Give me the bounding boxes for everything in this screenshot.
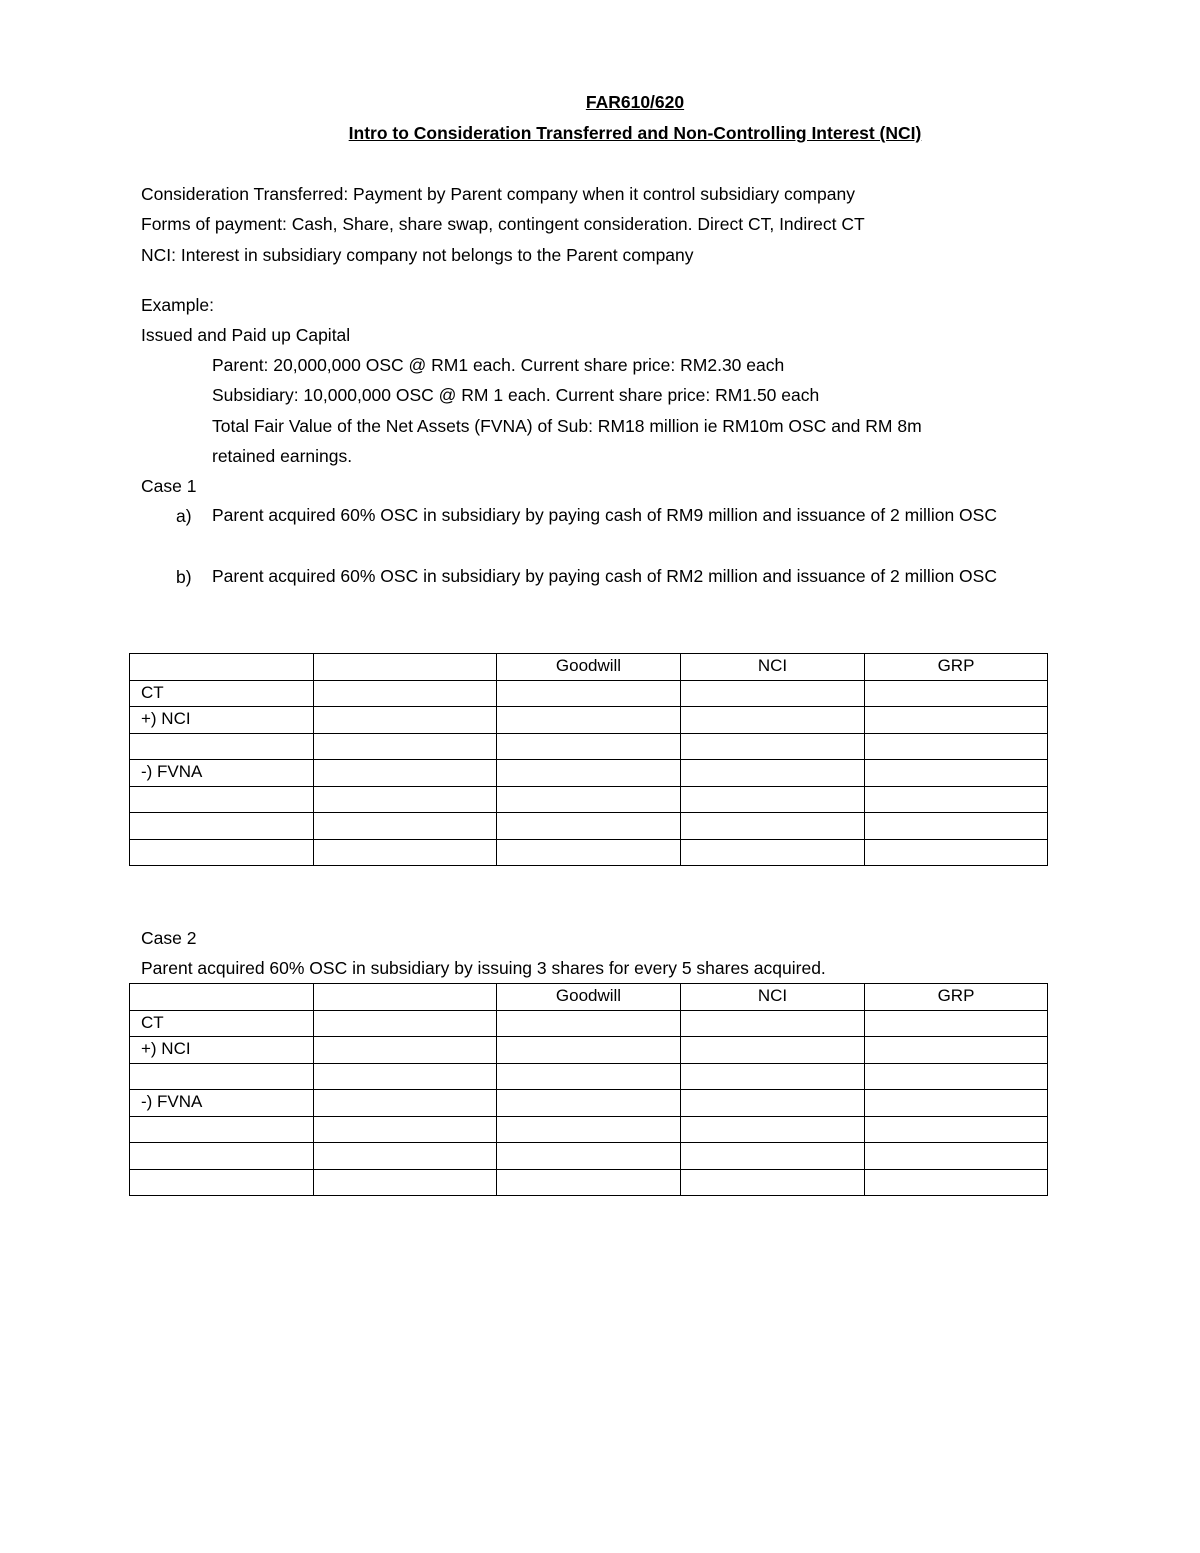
table-row — [130, 1063, 1048, 1090]
row-label-blank — [130, 1143, 314, 1170]
table-cell — [865, 1010, 1048, 1037]
table-cell — [865, 1169, 1048, 1196]
table-cell — [865, 1143, 1048, 1170]
table-cell — [314, 1169, 497, 1196]
header-grp: GRP — [865, 654, 1048, 681]
table-cell — [497, 707, 681, 734]
table-cell — [314, 733, 497, 760]
header-cell — [314, 984, 497, 1011]
table-row — [130, 1090, 1048, 1117]
row-label-blank — [130, 786, 314, 813]
table-row — [130, 813, 1048, 840]
header-nci: NCI — [681, 984, 865, 1011]
header-cell — [130, 984, 314, 1011]
table-cell — [865, 760, 1048, 787]
table-cell — [681, 1010, 865, 1037]
example-label: Example: — [141, 295, 214, 315]
table-row — [130, 1169, 1048, 1196]
table-cell — [497, 813, 681, 840]
table-cell — [314, 1116, 497, 1143]
table-cell — [681, 786, 865, 813]
table-cell — [681, 1063, 865, 1090]
table-cell — [865, 733, 1048, 760]
row-label-fvna: -) FVNA — [130, 1090, 314, 1117]
table-row — [130, 839, 1048, 866]
row-label-ct: CT — [130, 1010, 314, 1037]
table-cell — [314, 1063, 497, 1090]
table-cell — [681, 1090, 865, 1117]
row-label-blank — [130, 839, 314, 866]
table-cell — [865, 813, 1048, 840]
course-code: FAR610/620 — [585, 92, 685, 112]
header-goodwill: Goodwill — [497, 984, 681, 1011]
table-cell — [314, 1010, 497, 1037]
table-cell — [314, 1037, 497, 1064]
table-cell — [497, 1116, 681, 1143]
table-cell — [314, 680, 497, 707]
table-cell — [681, 733, 865, 760]
table-cell — [497, 1169, 681, 1196]
table-row — [130, 680, 1048, 707]
table-cell — [681, 1116, 865, 1143]
table-cell — [497, 1037, 681, 1064]
table-cell — [681, 680, 865, 707]
table-cell — [865, 1037, 1048, 1064]
table-cell — [865, 1090, 1048, 1117]
parent-capital: Parent: 20,000,000 OSC @ RM1 each. Current share price: RM2.30 each — [212, 355, 785, 375]
capital-heading: Issued and Paid up Capital — [141, 325, 351, 345]
table-cell — [314, 839, 497, 866]
header-cell — [130, 654, 314, 681]
table-cell — [681, 707, 865, 734]
table-header-row — [130, 984, 1048, 1011]
case1-item-b-marker: b) — [176, 567, 192, 587]
table-row — [130, 1143, 1048, 1170]
table-cell — [314, 760, 497, 787]
definition-forms-of-payment: Forms of payment: Cash, Share, share swap, contingent consideration. Direct CT, Indirect CT — [141, 214, 865, 234]
case2-heading: Case 2 — [141, 928, 197, 948]
table-cell — [497, 786, 681, 813]
row-label-blank — [130, 1116, 314, 1143]
header-grp: GRP — [865, 984, 1048, 1011]
page-title: Intro to Consideration Transferred and Non-Controlling Interest (NCI) — [348, 123, 922, 143]
row-label-nci: +) NCI — [130, 1037, 314, 1064]
definition-nci: NCI: Interest in subsidiary company not belongs to the Parent company — [141, 245, 694, 265]
fvna-line-2: retained earnings. — [212, 446, 353, 466]
row-label-blank — [130, 1169, 314, 1196]
table-cell — [314, 786, 497, 813]
table-cell — [681, 839, 865, 866]
case1-item-b-text: Parent acquired 60% OSC in subsidiary by paying cash of RM2 million and issuance of 2 million OSC — [212, 566, 997, 586]
table-cell — [865, 786, 1048, 813]
table-cell — [497, 760, 681, 787]
table-cell — [314, 707, 497, 734]
table-row — [130, 733, 1048, 760]
table-cell — [865, 707, 1048, 734]
fvna-line-1: Total Fair Value of the Net Assets (FVNA) of Sub: RM18 million ie RM10m OSC and RM 8m — [212, 416, 922, 436]
table-cell — [497, 680, 681, 707]
table-cell — [497, 1143, 681, 1170]
table-cell — [865, 680, 1048, 707]
case1-table — [129, 653, 1048, 866]
table-cell — [314, 813, 497, 840]
header-cell — [314, 654, 497, 681]
table-cell — [497, 733, 681, 760]
header-goodwill: Goodwill — [497, 654, 681, 681]
table-cell — [314, 1090, 497, 1117]
table-header-row — [130, 654, 1048, 681]
table-cell — [681, 1037, 865, 1064]
case2-description: Parent acquired 60% OSC in subsidiary by issuing 3 shares for every 5 shares acquired. — [141, 958, 826, 978]
table-cell — [681, 813, 865, 840]
case2-table — [129, 983, 1048, 1196]
row-label-fvna: -) FVNA — [130, 760, 314, 787]
table-cell — [314, 1143, 497, 1170]
row-label-blank — [130, 733, 314, 760]
table-cell — [865, 1063, 1048, 1090]
row-label-blank — [130, 813, 314, 840]
table-cell — [681, 1169, 865, 1196]
table-row — [130, 1116, 1048, 1143]
table-cell — [681, 760, 865, 787]
case1-item-a-text: Parent acquired 60% OSC in subsidiary by paying cash of RM9 million and issuance of 2 million OSC — [212, 505, 997, 525]
table-cell — [497, 1010, 681, 1037]
case1-item-a-marker: a) — [176, 506, 192, 526]
table-cell — [681, 1143, 865, 1170]
row-label-blank — [130, 1063, 314, 1090]
subsidiary-capital: Subsidiary: 10,000,000 OSC @ RM 1 each. Current share price: RM1.50 each — [212, 385, 820, 405]
table-cell — [497, 1090, 681, 1117]
table-row — [130, 1037, 1048, 1064]
row-label-ct: CT — [130, 680, 314, 707]
table-cell — [865, 1116, 1048, 1143]
table-row — [130, 707, 1048, 734]
row-label-nci: +) NCI — [130, 707, 314, 734]
table-cell — [497, 1063, 681, 1090]
header-nci: NCI — [681, 654, 865, 681]
case1-heading: Case 1 — [141, 476, 197, 496]
table-row — [130, 1010, 1048, 1037]
table-row — [130, 786, 1048, 813]
table-cell — [497, 839, 681, 866]
definition-ct: Consideration Transferred: Payment by Parent company when it control subsidiary company — [141, 184, 855, 204]
table-row — [130, 760, 1048, 787]
table-cell — [865, 839, 1048, 866]
